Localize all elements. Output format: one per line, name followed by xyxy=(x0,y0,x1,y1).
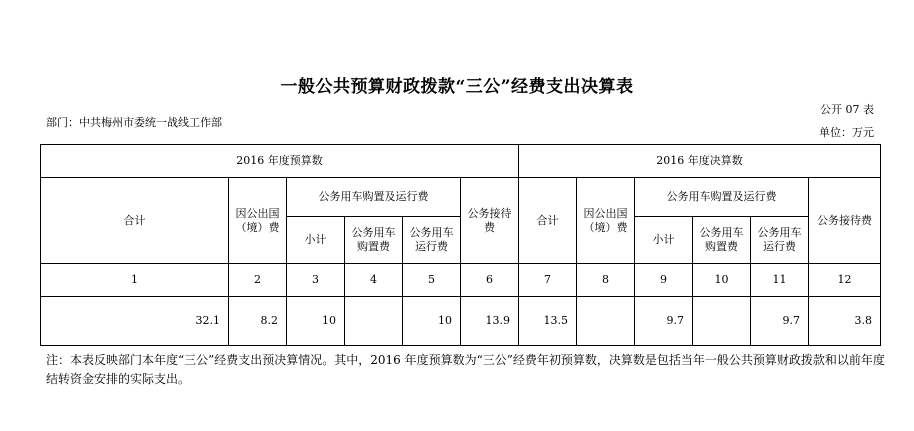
column-number: 7 xyxy=(519,264,577,297)
column-number: 3 xyxy=(287,264,345,297)
final-subtotal-header: 小计 xyxy=(635,217,693,264)
final-vehicle-operation-header: 公务用车运行费 xyxy=(751,217,809,264)
final-group-header: 2016 年度决算数 xyxy=(519,145,881,178)
budget-group-header: 2016 年度预算数 xyxy=(41,145,519,178)
final-total-value: 13.5 xyxy=(519,297,577,346)
budget-subtotal-value: 10 xyxy=(287,297,345,346)
final-abroad-value xyxy=(577,297,635,346)
budget-total-header: 合计 xyxy=(41,178,229,264)
form-number: 公开 07 表 xyxy=(820,103,874,116)
budget-reception-value: 13.9 xyxy=(461,297,519,346)
expenditure-table xyxy=(40,144,881,346)
column-number: 12 xyxy=(809,264,881,297)
column-number: 9 xyxy=(635,264,693,297)
column-number: 8 xyxy=(577,264,635,297)
unit-label: 单位：万元 xyxy=(819,126,874,139)
column-number: 10 xyxy=(693,264,751,297)
budget-vehicle-operation-value: 10 xyxy=(403,297,461,346)
final-vehicle-group-header: 公务用车购置及运行费 xyxy=(635,178,809,217)
final-subtotal-value: 9.7 xyxy=(635,297,693,346)
budget-abroad-header: 因公出国（境）费 xyxy=(229,178,287,264)
budget-vehicle-purchase-value xyxy=(345,297,403,346)
budget-vehicle-group-header: 公务用车购置及运行费 xyxy=(287,178,461,217)
final-vehicle-purchase-header: 公务用车购置费 xyxy=(693,217,751,264)
column-number: 1 xyxy=(41,264,229,297)
column-number: 11 xyxy=(751,264,809,297)
budget-abroad-value: 8.2 xyxy=(229,297,287,346)
page-title: 一般公共预算财政拨款“三公”经费支出决算表 xyxy=(280,77,634,97)
final-reception-header: 公务接待费 xyxy=(809,178,881,264)
final-total-header: 合计 xyxy=(519,178,577,264)
department-label: 部门：中共梅州市委统一战线工作部 xyxy=(46,116,222,129)
column-number-row xyxy=(41,264,881,297)
column-number: 6 xyxy=(461,264,519,297)
final-reception-value: 3.8 xyxy=(809,297,881,346)
value-row xyxy=(41,297,881,346)
final-vehicle-operation-value: 9.7 xyxy=(751,297,809,346)
final-abroad-header: 因公出国（境）费 xyxy=(577,178,635,264)
final-vehicle-purchase-value xyxy=(693,297,751,346)
column-number: 4 xyxy=(345,264,403,297)
budget-vehicle-operation-header: 公务用车运行费 xyxy=(403,217,461,264)
column-number: 5 xyxy=(403,264,461,297)
budget-subtotal-header: 小计 xyxy=(287,217,345,264)
budget-reception-header: 公务接待费 xyxy=(461,178,519,264)
footnote: 注：本表反映部门本年度“三公”经费支出预决算情况。其中，2016 年度预算数为“三公”经费年初预算数，决算数是包括当年一般公共预算财政拨款和以前年度结转资金安排的实际支出。 xyxy=(46,353,885,386)
column-number: 2 xyxy=(229,264,287,297)
budget-vehicle-purchase-header: 公务用车购置费 xyxy=(345,217,403,264)
budget-total-value: 32.1 xyxy=(41,297,229,346)
